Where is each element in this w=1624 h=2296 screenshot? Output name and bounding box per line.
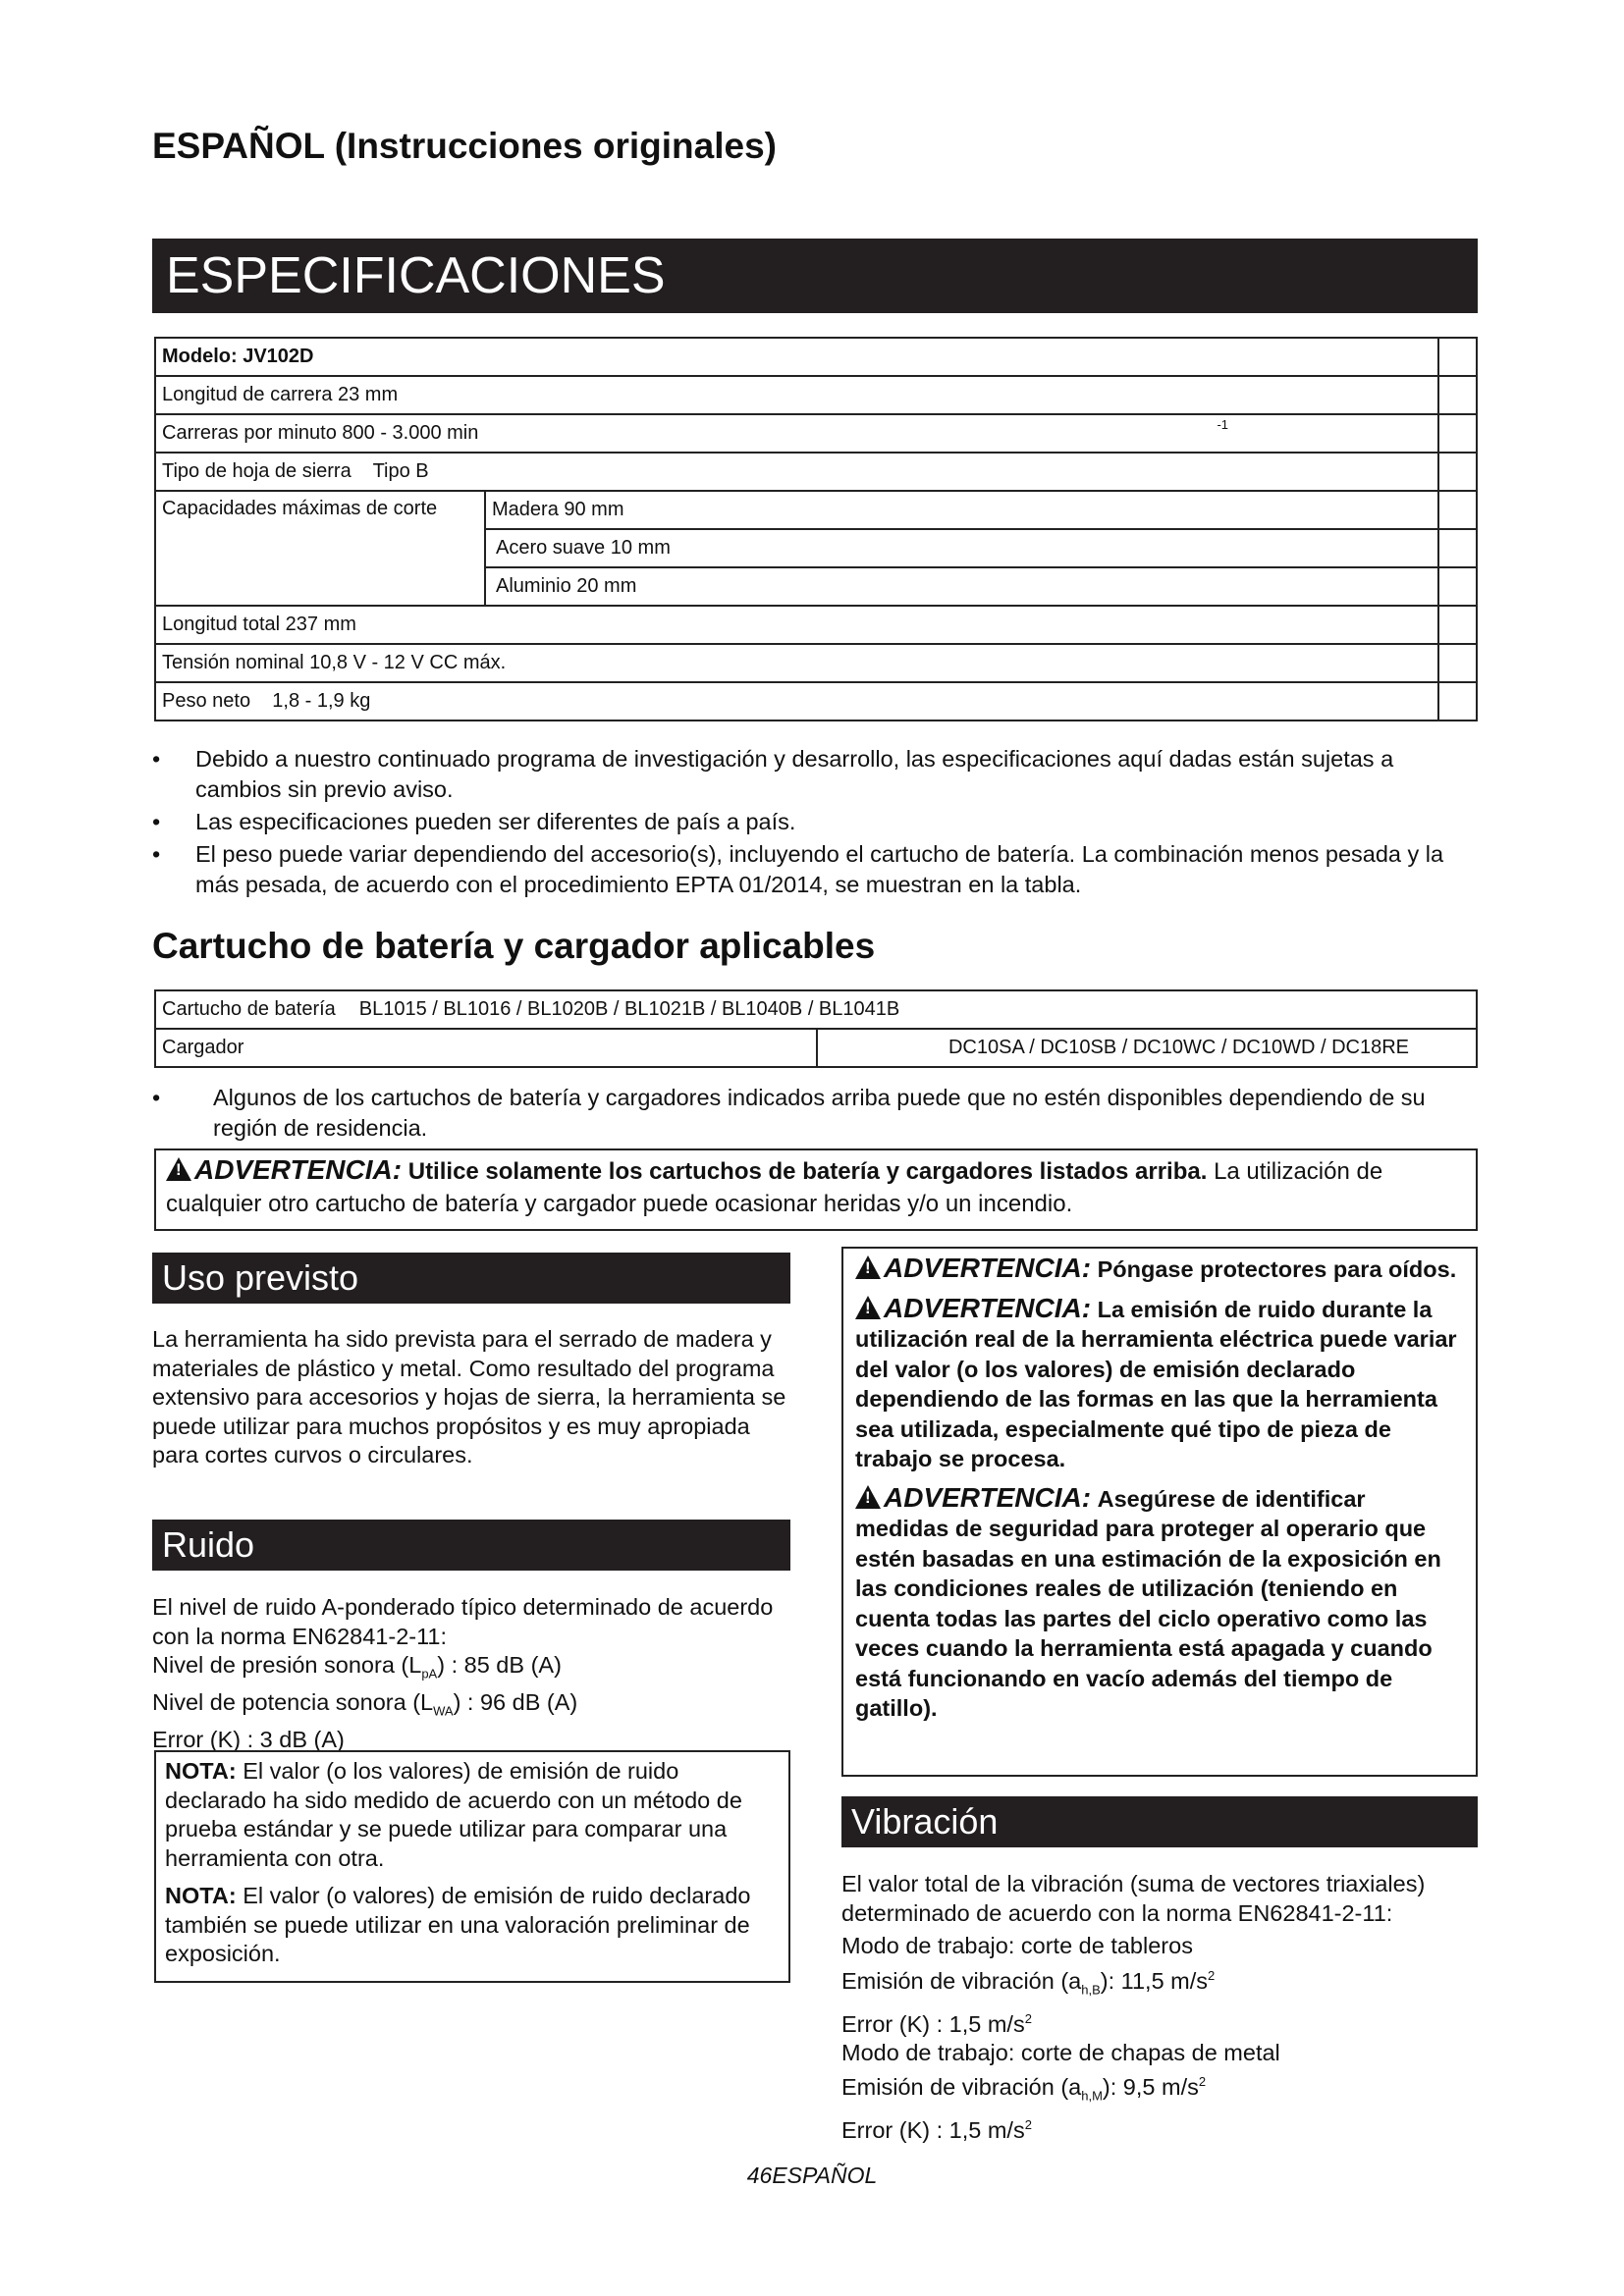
list-item: • El peso puede variar dependiendo del accesorio(s), incluyendo el cartucho de batería. La combinación menos pesada y la más pesada, de acuerdo con el procedimiento EPTA 01/2014, se muestran en la tabla.	[152, 841, 1444, 897]
table-row	[155, 1029, 1477, 1067]
page-footer: 46ESPAÑOL	[746, 2163, 878, 2188]
noise-error: Error (K) : 3 dB (A)	[152, 1727, 345, 1753]
net-weight-cell: Peso neto 1,8 - 1,9 kg	[155, 682, 1438, 721]
vibration-emission-metal: Emisión de vibración $(a_{h,M})$: 9,5 $m/s^2$	[841, 2074, 1207, 2104]
specifications-table	[154, 337, 1478, 721]
battery-heading: Cartucho de batería y cargador aplicables	[152, 926, 876, 966]
battery-warning-box: !ADVERTENCIA: Utilice solamente los cartuchos de batería y cargadores listados arriba. La utilización de cualquier otro cartucho de batería y cargador puede ocasionar heridas y/o un incendio.	[154, 1148, 1478, 1231]
battery-table	[154, 989, 1478, 1068]
table-row	[155, 453, 1477, 491]
vibration-emission-boards: Emisión de vibración $(a_{h,B})$: 11,5 $m/s^2$	[841, 1967, 1216, 1998]
list-item: !ADVERTENCIA: La emisión de ruido durante la utilización real de la herramienta eléctrica puede variar del valor (o los valores) de emisión declarado dependiendo de las formas en las que la herramienta sea utilizada, especialmente qué tipo de pieza de trabajo se procesa.	[855, 1294, 1464, 1474]
noise-warnings-box	[841, 1247, 1478, 1777]
table-row	[155, 644, 1477, 682]
total-length-cell: Longitud total 237 mm	[155, 606, 1438, 644]
noise-text: El nivel de ruido A-ponderado típico determinado de acuerdo con la norma EN62841-2-11: Nivel de presión sonora $(L_{pA})$ : 85 dB (A) Nivel de potencia sonora $(L_{WA})$ : 96 dB (A) Error (K) : 3 dB (A)	[152, 1593, 790, 1755]
list-item: • Las especificaciones pueden ser diferentes de país a país.	[152, 809, 796, 834]
list-item: !ADVERTENCIA: Asegúrese de identificar medidas de seguridad para proteger al operario que estén basadas en una estimación de la exposición en las condiciones reales de utilización (teniendo en cuenta todas las partes del ciclo operativo como las veces cuando la herramienta está apagada y cuando está funcionando en vacío además del tiempo de gatillo).	[855, 1483, 1464, 1724]
strokes-per-minute-cell: Carreras por minuto 800 - 3.000 min	[155, 414, 1438, 453]
charger-values: DC10SA / DC10SB / DC10WC / DC10WD / DC18RE	[817, 1029, 1477, 1067]
table-row	[155, 338, 1477, 376]
table-row	[155, 491, 1477, 529]
table-row	[155, 682, 1477, 721]
specification-notes	[152, 744, 1478, 900]
warning-icon	[166, 1157, 191, 1181]
specifications-heading: ESPECIFICACIONES	[152, 239, 1478, 313]
cartridge-label: Cartucho de batería	[162, 998, 336, 1020]
stroke-length-cell: Longitud de carrera 23 mm	[155, 376, 1438, 414]
sound-power-level: Nivel de potencia sonora $(L_{WA})$ : 96 dB (A)	[152, 1689, 578, 1719]
capacity-wood-cell: Madera 90 mm	[485, 491, 1438, 529]
table-row	[155, 606, 1477, 644]
list-item: • Debido a nuestro continuado programa de investigación y desarrollo, las especificaciones aquí dadas están sujetas a cambios sin previo aviso.	[152, 746, 1394, 802]
model-label: Modelo: JV102D	[162, 346, 314, 367]
intended-use-text: La herramienta ha sido prevista para el serrado de madera y materiales de plástico y metal. Como resultado del programa extensivo para accesorios y hojas de sierra, la herramienta se puede utilizar para muchos propósitos y es muy apropiada para cortes curvos o circulares.	[152, 1326, 786, 1468]
capacity-label-cell: Capacidades máximas de corte	[155, 491, 485, 606]
noise-heading: Ruido	[152, 1520, 790, 1571]
table-row	[155, 990, 1477, 1029]
warning-icon	[855, 1255, 881, 1279]
intended-use-heading: Uso previsto	[152, 1253, 790, 1304]
vibration-heading: Vibración	[841, 1796, 1478, 1847]
table-row	[155, 376, 1477, 414]
cartridge-values: BL1015 / BL1016 / BL1020B / BL1021B / BL1040B / BL1041B	[358, 998, 900, 1020]
page-language-title: ESPAÑOL (Instrucciones originales)	[152, 126, 777, 166]
sound-pressure-level: Nivel de presión sonora $(L_{pA})$ : 85 dB (A)	[152, 1652, 562, 1682]
noise-note-box: NOTA: El valor (o los valores) de emisión de ruido declarado ha sido medido de acuerdo con un método de prueba estándar y se puede utilizar para comparar una herramienta con otra. NOTA: El valor (o valores) de emisión de ruido declarado también se puede utilizar en una valoración preliminar de exposición.	[154, 1750, 790, 1983]
table-row	[155, 414, 1477, 453]
capacity-steel-cell: Acero suave 10 mm	[485, 529, 1438, 567]
battery-note	[152, 1083, 1478, 1144]
strokes-superscript: -1	[1217, 417, 1228, 432]
rated-voltage-cell: Tensión nominal 10,8 V - 12 V CC máx.	[155, 644, 1438, 682]
list-item: !ADVERTENCIA: Póngase protectores para oídos.	[855, 1254, 1464, 1285]
vibration-text: El valor total de la vibración (suma de vectores triaxiales) determinado de acuerdo con la norma EN62841-2-11: Modo de trabajo: corte de tableros Emisión de vibración $(a_{h,B})$: 11,5 $m/s^2$ Error (K) : 1,5 $m/s^2$ Modo de trabajo: corte de chapas de metal Emisión de vibración $(a_{h,M})$: 9,5 $m/s^2$ Error (K) : 1,5 $m/s^2$	[841, 1870, 1478, 2146]
warning-icon	[855, 1485, 881, 1509]
warning-icon	[855, 1296, 881, 1319]
capacity-aluminum-cell: Aluminio 20 mm	[485, 567, 1438, 606]
list-item: • Algunos de los cartuchos de batería y cargadores indicados arriba puede que no estén disponibles dependiendo de su región de residencia.	[152, 1085, 1426, 1141]
blade-type-cell: Tipo de hoja de sierra Tipo B	[155, 453, 1438, 491]
charger-label: Cargador	[155, 1029, 817, 1067]
